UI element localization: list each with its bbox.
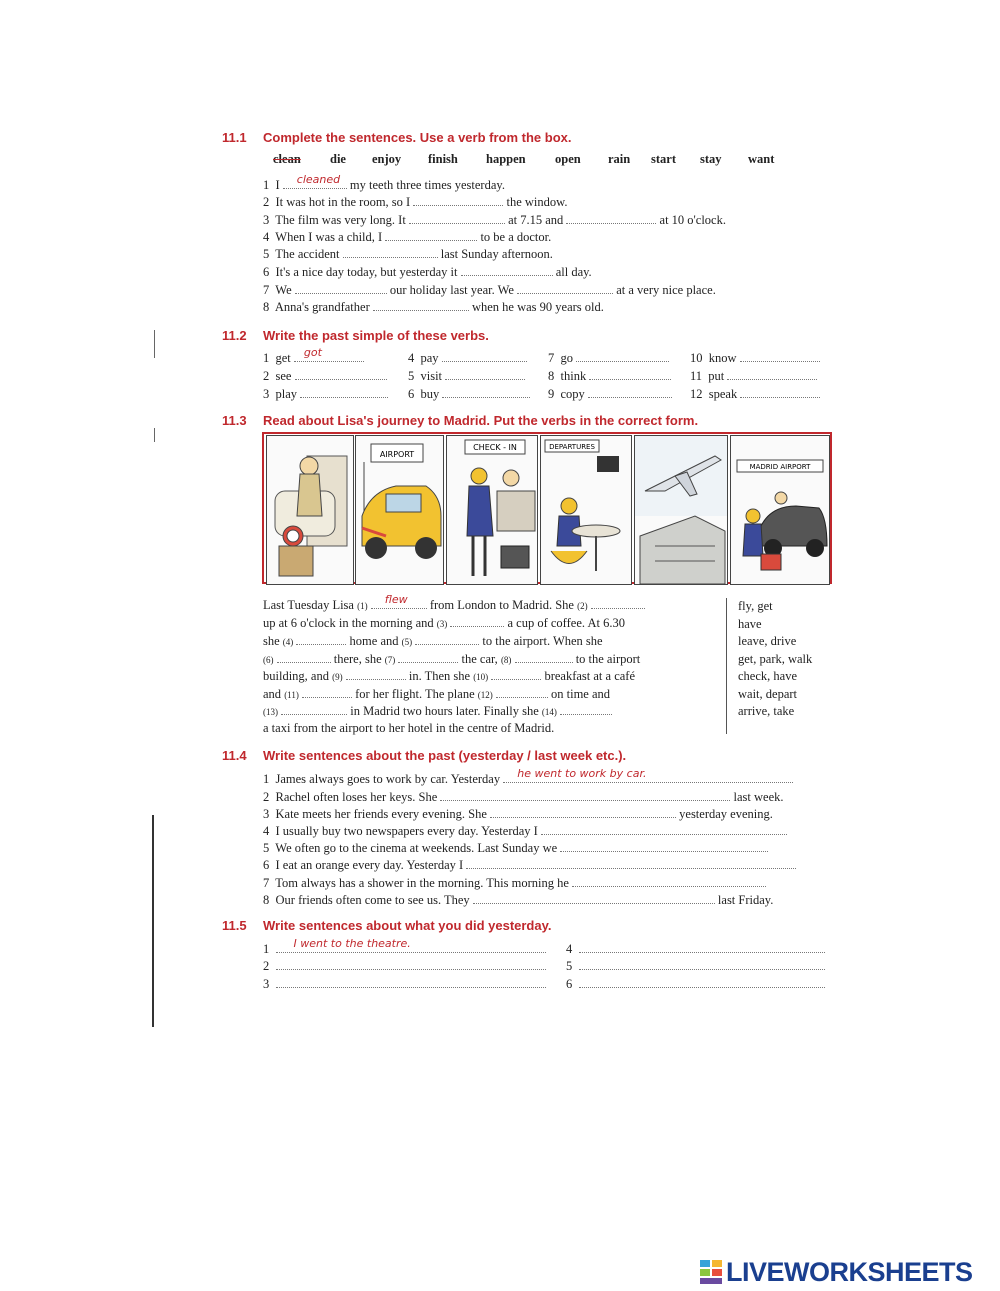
verb-word: clean xyxy=(273,152,301,166)
answer-blank[interactable] xyxy=(566,212,656,224)
section-number: 11.1 xyxy=(222,130,247,145)
exercise-line: 6 It's a nice day today, but yesterday it all day. xyxy=(263,265,592,279)
verb-item: 9 copy xyxy=(548,386,672,402)
exercise-line: 4 xyxy=(566,941,825,957)
verb-item: 11 put xyxy=(690,368,817,384)
section-title: Read about Lisa's journey to Madrid. Put the verbs in the correct form. xyxy=(263,413,699,428)
answer-blank[interactable] xyxy=(409,212,505,224)
sign-check-in: CHECK - IN xyxy=(473,443,517,452)
verb-item: 10 know xyxy=(690,350,820,366)
story-line: up at 6 o'clock in the morning and (3) a cup of coffee. At 6.30 xyxy=(263,616,625,630)
story-line: a taxi from the airport to her hotel in the centre of Madrid. xyxy=(263,721,555,735)
answer-blank[interactable] xyxy=(517,282,613,294)
verb-word: want xyxy=(748,152,775,166)
answer-blank[interactable] xyxy=(343,246,438,258)
verb-word: finish xyxy=(428,152,458,166)
exercise-line: 6 I eat an orange every day. Yesterday I xyxy=(263,857,796,873)
verb-item: 7 go xyxy=(548,350,669,366)
exercise-line: 4 I usually buy two newspapers every day. Yesterday I xyxy=(263,823,787,839)
verb-word: die xyxy=(330,152,346,166)
margin-rule xyxy=(152,815,154,1027)
handwritten-answer: flew xyxy=(384,593,408,606)
exercise-line: 3 Kate meets her friends every evening. She yesterday evening. xyxy=(263,807,773,821)
section-number: 11.4 xyxy=(222,748,247,763)
answer-blank[interactable] xyxy=(385,229,477,241)
verb-item: 12 speak xyxy=(690,386,820,402)
handwritten-answer: cleaned xyxy=(296,173,341,186)
verb-hints: fly, get have leave, drive get, park, walk check, have wait, depart arrive, take xyxy=(738,599,813,718)
sign-madrid-airport: MADRID AIRPORT xyxy=(749,463,811,471)
verb-item: 2 see xyxy=(263,368,387,384)
verb-word: open xyxy=(555,152,581,166)
sign-airport: AIRPORT xyxy=(379,450,415,459)
exercise-line: 8 Our friends often come to see us. They last Friday. xyxy=(263,893,774,907)
verb-item: 1 get got xyxy=(263,350,364,366)
exercise-line: 1 I went to the theatre. xyxy=(263,941,546,957)
verb-word: start xyxy=(651,152,676,166)
exercise-line: 2 It was hot in the room, so I the window. xyxy=(263,195,568,209)
section-title: Write the past simple of these verbs. xyxy=(263,328,489,343)
exercise-line: 7 We our holiday last year. We at a very nice place. xyxy=(263,283,716,297)
verb-word: stay xyxy=(700,152,722,166)
story-line: building, and (9) in. Then she (10) breakfast at a café xyxy=(263,669,635,683)
exercise-line: 2 xyxy=(263,958,546,974)
answer-blank[interactable] xyxy=(373,299,469,311)
illustration-drive xyxy=(355,435,444,585)
exercise-line: 1 I cleaned my teeth three times yesterday. xyxy=(263,173,505,192)
exercise-line: 5 The accident last Sunday afternoon. xyxy=(263,247,553,261)
verb-word: rain xyxy=(608,152,631,166)
section-title: Complete the sentences. Use a verb from the box. xyxy=(263,130,572,145)
exercise-line: 5 We often go to the cinema at weekends. Last Sunday we xyxy=(263,840,768,856)
story-line: she (4) home and (5) to the airport. When she xyxy=(263,634,603,648)
handwritten-answer: he went to work by car. xyxy=(517,767,647,780)
margin-rule xyxy=(154,428,155,442)
exercise-line: 1 James always goes to work by car. Yesterday he went to work by car. xyxy=(263,771,793,787)
logo-icon xyxy=(700,1260,722,1284)
verb-item: 4 pay xyxy=(408,350,527,366)
answer-blank[interactable] xyxy=(461,264,553,276)
section-title: Write sentences about what you did yesterday. xyxy=(263,918,552,933)
verb-word: happen xyxy=(486,152,526,166)
illustration-wake-up xyxy=(266,435,354,585)
answer-blank[interactable] xyxy=(295,282,387,294)
exercise-line: 4 When I was a child, I to be a doctor. xyxy=(263,230,552,244)
brand-name: LIVEWORKSHEETS xyxy=(726,1257,973,1287)
exercise-line: 6 xyxy=(566,976,825,992)
hint-divider xyxy=(726,598,727,734)
exercise-line: 2 Rachel often loses her keys. She last week. xyxy=(263,790,784,804)
exercise-line: 7 Tom always has a shower in the morning. This morning he xyxy=(263,875,766,891)
verb-item: 8 think xyxy=(548,368,671,384)
story-line: (6) there, she (7) the car, (8) to the airport xyxy=(263,652,641,666)
handwritten-answer: I went to the theatre. xyxy=(293,937,411,950)
section-number: 11.3 xyxy=(222,413,247,428)
illustration-check-in xyxy=(446,435,538,585)
verb-item: 5 visit xyxy=(408,368,525,384)
section-number: 11.5 xyxy=(222,918,247,933)
verb-word: enjoy xyxy=(372,152,402,166)
exercise-line: 5 xyxy=(566,958,825,974)
story-line: Last Tuesday Lisa (1) flew from London to Madrid. She (2) xyxy=(263,597,645,614)
exercise-line: 8 Anna's grandfather when he was 90 years old. xyxy=(263,300,604,314)
illustration-madrid-airport xyxy=(730,435,830,585)
story-line: and (11) for her flight. The plane (12) on time and xyxy=(263,687,611,701)
illustration-cafe xyxy=(540,435,632,585)
sign-departures: DEPARTURES xyxy=(549,443,595,451)
handwritten-answer: got xyxy=(303,346,322,359)
answer-blank[interactable] xyxy=(413,194,503,206)
section-number: 11.2 xyxy=(222,328,247,343)
illustration-plane xyxy=(634,435,728,585)
exercise-line: 3 xyxy=(263,976,546,992)
verb-item: 3 play xyxy=(263,386,388,402)
section-title: Write sentences about the past (yesterday / last week etc.). xyxy=(263,748,627,763)
story-line: (13) in Madrid two hours later. Finally she (14) xyxy=(263,703,612,720)
margin-rule xyxy=(154,330,155,358)
verb-item: 6 buy xyxy=(408,386,530,402)
exercise-line: 3 The film was very long. It at 7.15 and at 10 o'clock. xyxy=(263,213,726,227)
